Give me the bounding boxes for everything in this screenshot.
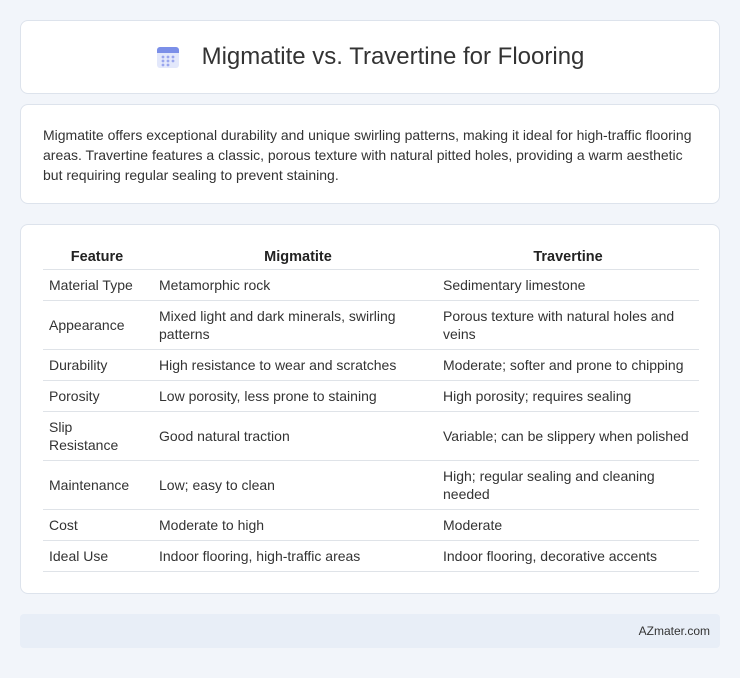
cell-feature: Slip Resistance [43,411,151,460]
cell-migmatite: Moderate to high [151,509,437,540]
cell-travertine: Sedimentary limestone [437,269,699,300]
cell-feature: Appearance [43,300,151,349]
cell-travertine: Moderate [437,509,699,540]
table-header-row [43,245,699,269]
cell-feature: Cost [43,509,151,540]
cell-feature: Maintenance [43,460,151,509]
cell-travertine: Porous texture with natural holes and veins [437,300,699,349]
cell-migmatite: Metamorphic rock [151,269,437,300]
calendar-grid-icon [156,45,180,69]
cell-feature: Durability [43,349,151,380]
table-row [43,411,699,460]
table-row [43,460,699,509]
table-row [43,349,699,380]
cell-feature: Material Type [43,269,151,300]
page-title: Migmatite vs. Travertine for Flooring [201,43,585,70]
cell-travertine: Moderate; softer and prone to chipping [437,349,699,380]
table-row [43,509,699,540]
cell-migmatite: Low porosity, less prone to staining [151,380,437,411]
table-row [43,300,699,349]
footer-brand[interactable]: AZmater.com [638,624,710,638]
cell-travertine: High; regular sealing and cleaning needed [437,460,699,509]
cell-migmatite: Low; easy to clean [151,460,437,509]
description-card [20,104,720,204]
cell-migmatite: Good natural traction [151,411,437,460]
comparison-table [43,245,699,572]
header-migmatite: Migmatite [151,245,437,269]
table-row [43,269,699,300]
cell-feature: Ideal Use [43,540,151,571]
cell-migmatite: Indoor flooring, high-traffic areas [151,540,437,571]
cell-migmatite: High resistance to wear and scratches [151,349,437,380]
table-row [43,380,699,411]
header-travertine: Travertine [437,245,699,269]
intro-text: Migmatite offers exceptional durability and unique swirling patterns, making it ideal for high-traffic flooring areas. Travertine features a classic, porous texture with natural pitted holes, providing a warm aesthetic but requiring regular sealing to prevent staining. [43,127,692,183]
footer-bar [20,614,720,648]
cell-migmatite: Mixed light and dark minerals, swirling patterns [151,300,437,349]
cell-travertine: Variable; can be slippery when polished [437,411,699,460]
title-card [20,20,720,94]
cell-travertine: High porosity; requires sealing [437,380,699,411]
comparison-card [20,224,720,594]
header-feature: Feature [43,245,151,269]
cell-travertine: Indoor flooring, decorative accents [437,540,699,571]
cell-feature: Porosity [43,380,151,411]
table-row [43,540,699,571]
